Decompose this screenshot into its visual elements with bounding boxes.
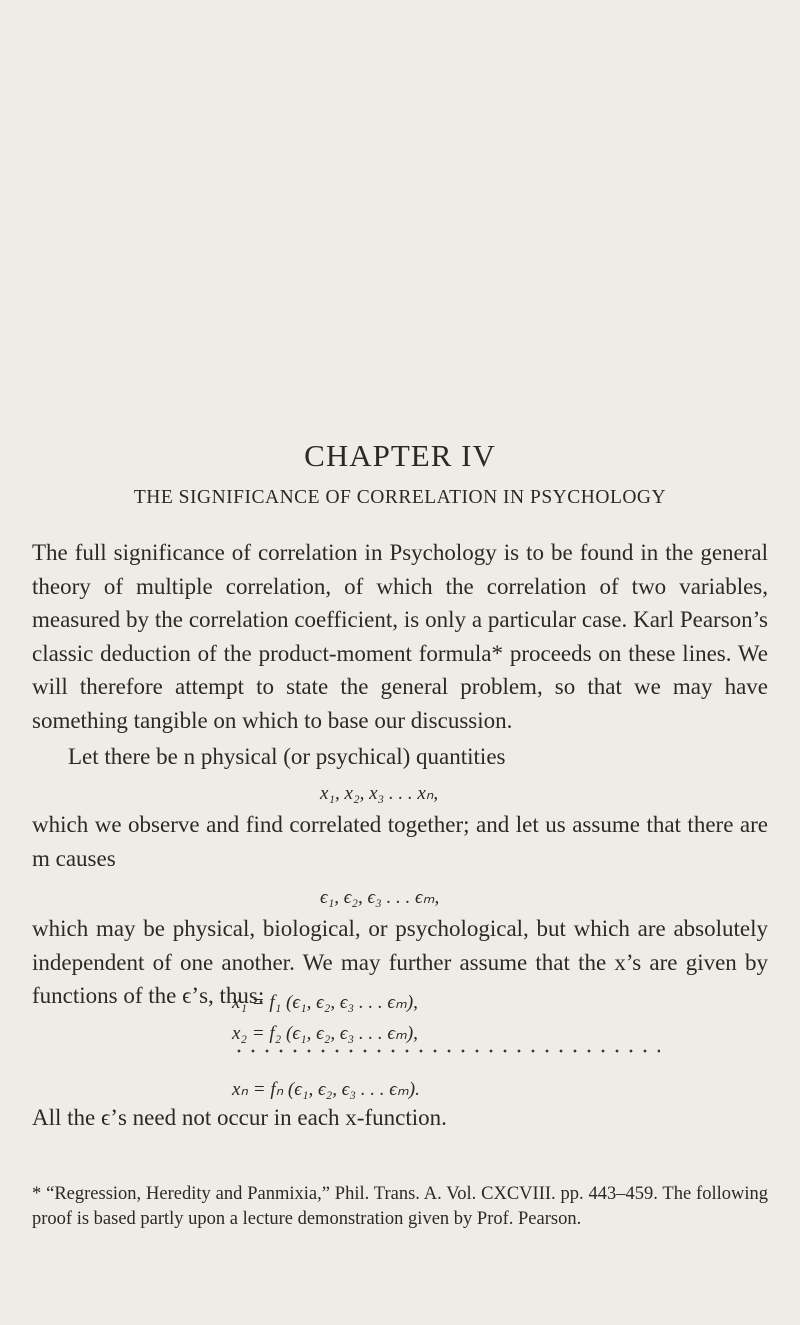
equation-x1: x₁ = f₁ (ϵ₁, ϵ₂, ϵ₃ . . . ϵₘ), bbox=[232, 992, 418, 1013]
chapter-heading: CHAPTER IV bbox=[304, 438, 496, 473]
paragraph-quantities: Let there be n physical (or psychical) quantities bbox=[68, 744, 506, 769]
equation-x2: x₂ = f₂ (ϵ₁, ϵ₂, ϵ₃ . . . ϵₘ), bbox=[232, 1023, 418, 1044]
equation-epsilon-list: ϵ₁, ϵ₂, ϵ₃ . . . ϵₘ, bbox=[320, 887, 440, 908]
equation-x-list: x₁, x₂, x₃ . . . xₙ, bbox=[320, 783, 439, 804]
paragraph-note: All the ϵ’s need not occur in each x-function. bbox=[32, 1105, 447, 1130]
equation-xn: xₙ = fₙ (ϵ₁, ϵ₂, ϵ₃ . . . ϵₘ). bbox=[232, 1079, 420, 1100]
ellipsis-row bbox=[232, 1048, 660, 1054]
chapter-subtitle: THE SIGNIFICANCE OF CORRELATION IN PSYCHOLOGY bbox=[133, 487, 667, 508]
paragraph-causes: which we observe and find correlated together; and let us assume that there are m causes bbox=[32, 812, 768, 871]
paragraph-functions: which may be physical, biological, or psychological, but which are absolutely independent of one another. We may further assume that the x’s are given by functions of the ϵ’s, thus: bbox=[32, 916, 768, 1008]
paragraph-intro: The full significance of correlation in Psychology is to be found in the general theory of multiple correlation, of which the correlation of two variables, measured by the correlation coefficient, is only a particular case. Karl Pearson’s classic deduction of the product-moment formula* proceeds on these lines. We will therefore attempt to state the general problem, so that we may have something tangible on which to base our discussion. bbox=[32, 540, 768, 733]
footnote: * “Regression, Heredity and Panmixia,” Phil. Trans. A. Vol. CXCVIII. pp. 443–459. The following proof is based partly upon a lecture demonstration given by Prof. Pearson. bbox=[32, 1184, 768, 1229]
